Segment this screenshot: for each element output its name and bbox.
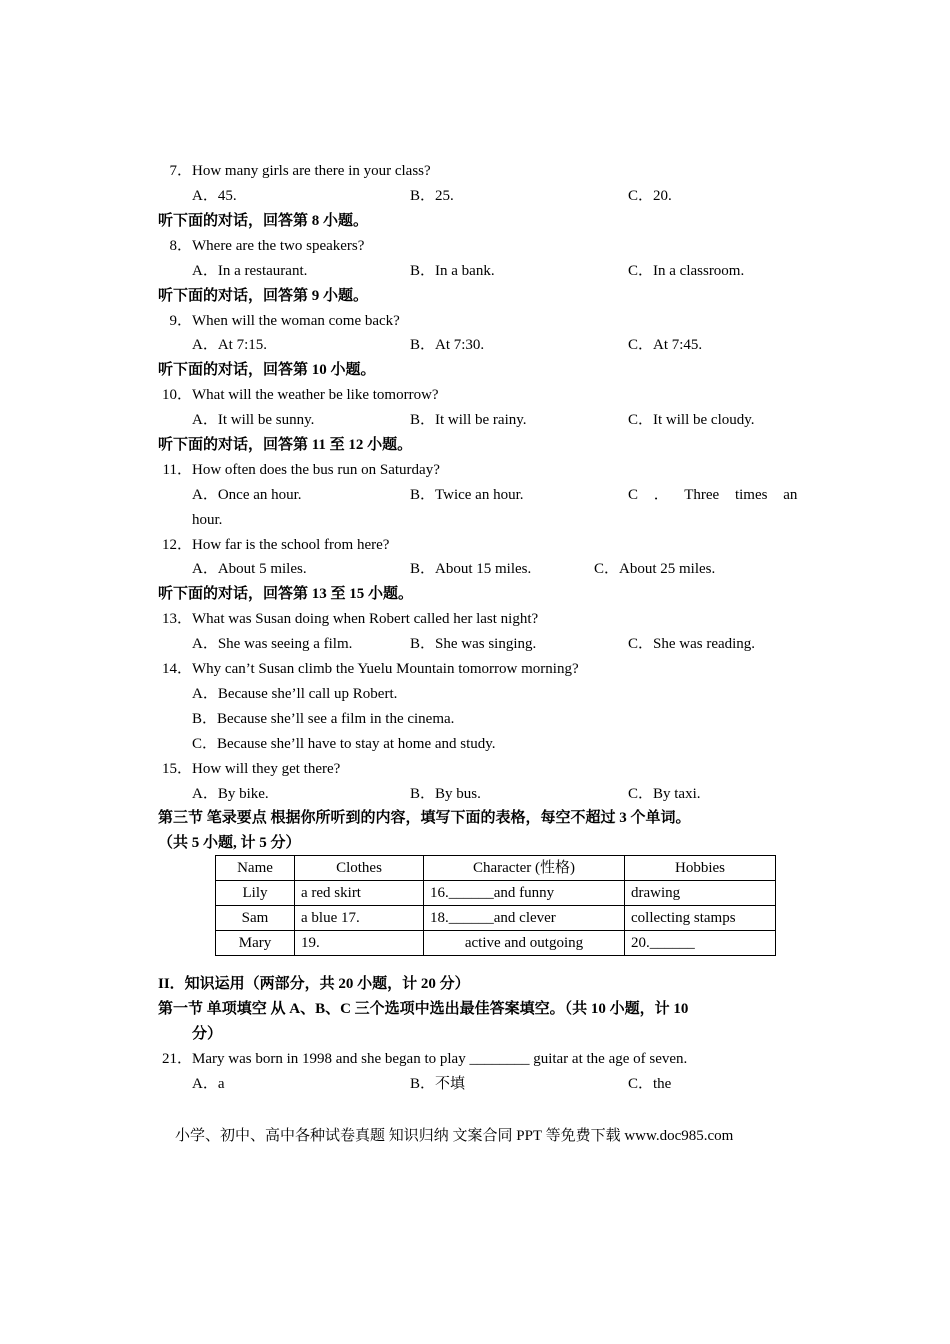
question-number: 12． [161,537,192,553]
option-c: C ． Three times an [628,487,798,503]
cell-clothes: a red skirt [295,881,424,906]
option-a: A．About 5 miles. [192,561,307,577]
section-3-heading: 第三节 笔录要点 根据你所听到的内容，填写下面的表格，每空不超过 3 个单词。 [158,810,691,826]
page-footer: 小学、初中、高中各种试卷真题 知识归纳 文案合同 PPT 等免费下载 www.doc985.com [175,1128,734,1144]
header-character: Character (性格) [424,856,625,881]
section-1-heading-cont: 分） [192,1026,223,1042]
cell-clothes: a blue 17. [295,906,424,931]
question-text: How far is the school from here? [192,537,390,553]
cell-name: Sam [216,906,295,931]
option-c: C．Because she’ll have to stay at home and study. [192,736,496,752]
option-c: C．About 25 miles. [594,561,716,577]
question-text: Where are the two speakers? [192,238,365,254]
table-row [216,906,776,931]
option-b: B．At 7:30. [410,337,485,353]
option-a: A．By bike. [192,786,269,802]
question-text: Why can’t Susan climb the Yuelu Mountain tomorrow morning? [192,661,579,677]
question-number: 14． [161,661,192,677]
question-number: 13． [161,611,192,627]
table-row [216,931,776,956]
question-number: 11． [162,462,192,478]
instruction-11-12: 听下面的对话，回答第 11 至 12 小题。 [158,437,413,453]
table-row [216,881,776,906]
option-b: B．Because she’ll see a film in the cinema. [192,711,455,727]
question-text: What was Susan doing when Robert called her last night? [192,611,539,627]
option-a: A．Once an hour. [192,487,302,503]
table-header-row [216,856,776,881]
option-b: B．Twice an hour. [410,487,524,503]
header-clothes: Clothes [295,856,424,881]
option-c-continued: hour. [192,512,223,528]
option-a: A．At 7:15. [192,337,268,353]
question-text: Mary was born in 1998 and she began to play ________ guitar at the age of seven. [192,1051,688,1067]
header-hobbies: Hobbies [625,856,776,881]
section-1-heading: 第一节 单项填空 从 A、B、C 三个选项中选出最佳答案填空。（共 10 小题，计 10 [158,1001,689,1017]
question-number: 21． [161,1051,192,1067]
question-number: 8． [169,238,192,254]
option-c: C．the [628,1076,672,1092]
option-c: C．By taxi. [628,786,701,802]
option-a: A．In a restaurant. [192,263,308,279]
instruction-8: 听下面的对话，回答第 8 小题。 [158,213,369,229]
question-text: How often does the bus run on Saturday? [192,462,440,478]
question-number: 15． [161,761,192,777]
question-text: When will the woman come back? [192,313,400,329]
section-3-score: （共 5 小题, 计 5 分） [158,835,301,851]
option-b: B．25. [410,188,454,204]
cell-name: Lily [216,881,295,906]
option-c: C．She was reading. [628,636,756,652]
option-a: A．a [192,1076,225,1092]
option-c: C．20. [628,188,672,204]
notes-table [215,855,776,956]
option-b: B．By bus. [410,786,481,802]
instruction-13-15: 听下面的对话，回答第 13 至 15 小题。 [158,586,414,602]
instruction-10: 听下面的对话，回答第 10 小题。 [158,362,376,378]
cell-hobbies: drawing [625,881,776,906]
option-b: B．About 15 miles. [410,561,532,577]
cell-name: Mary [216,931,295,956]
option-b: B．In a bank. [410,263,495,279]
question-text: How will they get there? [192,761,341,777]
option-c: C．It will be cloudy. [628,412,755,428]
question-text: How many girls are there in your class? [192,163,431,179]
cell-character: active and outgoing [424,931,625,956]
question-number: 10． [161,387,192,403]
option-a: A．45. [192,188,237,204]
part-2-heading: II．知识运用（两部分，共 20 小题，计 20 分） [158,976,470,992]
cell-hobbies: 20.______ [625,931,776,956]
question-number: 7． [169,163,192,179]
option-c: C．In a classroom. [628,263,745,279]
question-number: 9． [169,313,192,329]
header-name: Name [216,856,295,881]
cell-hobbies: collecting stamps [625,906,776,931]
option-b: B．She was singing. [410,636,537,652]
cell-character: 16.______and funny [424,881,625,906]
instruction-9: 听下面的对话，回答第 9 小题。 [158,288,369,304]
option-a: A．Because she’ll call up Robert. [192,686,398,702]
option-a: A．It will be sunny. [192,412,315,428]
cell-clothes: 19. [295,931,424,956]
option-b: B．不填 [410,1076,466,1092]
option-b: B．It will be rainy. [410,412,527,428]
option-a: A．She was seeing a film. [192,636,353,652]
question-text: What will the weather be like tomorrow? [192,387,439,403]
option-c: C．At 7:45. [628,337,703,353]
cell-character: 18.______and clever [424,906,625,931]
